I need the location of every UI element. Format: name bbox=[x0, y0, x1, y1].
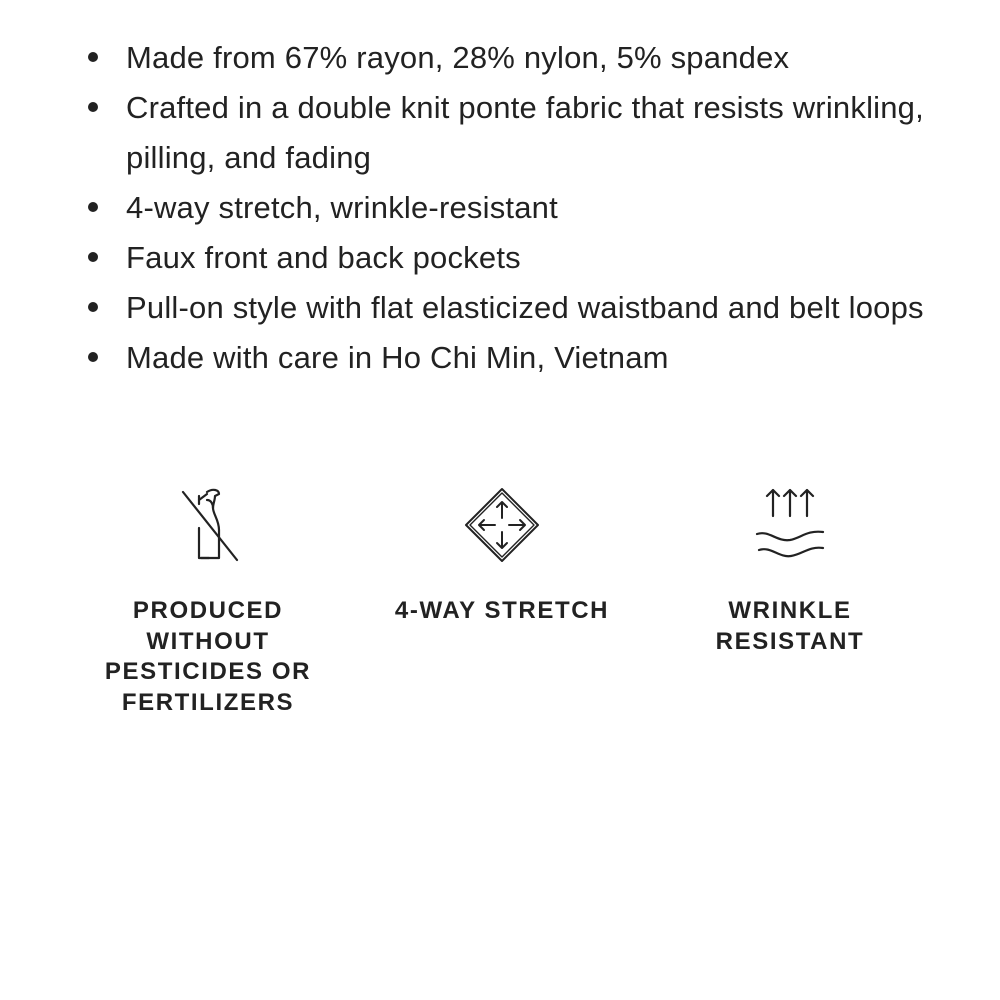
four-way-arrows-icon bbox=[457, 480, 547, 570]
list-item bbox=[86, 33, 966, 83]
badge-wrinkle-resistant bbox=[670, 480, 910, 657]
list-item bbox=[86, 83, 966, 183]
feature-text: Crafted in a double knit ponte fabric that resists wrinkling, pilling, and fading bbox=[126, 90, 924, 175]
bullet-icon bbox=[88, 102, 98, 112]
wrinkle-resistant-icon bbox=[745, 480, 835, 570]
list-item bbox=[86, 233, 966, 283]
feature-text: Made with care in Ho Chi Min, Vietnam bbox=[126, 340, 669, 375]
bullet-icon bbox=[88, 302, 98, 312]
feature-text: 4-way stretch, wrinkle-resistant bbox=[126, 190, 558, 225]
no-spray-bottle-icon bbox=[163, 480, 253, 570]
feature-text: Made from 67% rayon, 28% nylon, 5% spandex bbox=[126, 40, 790, 75]
bullet-icon bbox=[88, 252, 98, 262]
badge-no-pesticides bbox=[88, 480, 328, 718]
bullet-icon bbox=[88, 52, 98, 62]
list-item bbox=[86, 183, 966, 233]
list-item bbox=[86, 333, 966, 383]
badge-label: WRINKLE RESISTANT bbox=[715, 597, 865, 655]
bullet-icon bbox=[88, 352, 98, 362]
list-item bbox=[86, 283, 966, 333]
feature-list bbox=[86, 33, 966, 383]
feature-badges bbox=[0, 480, 1000, 740]
badge-four-way-stretch bbox=[382, 480, 622, 627]
bullet-icon bbox=[88, 202, 98, 212]
feature-text: Faux front and back pockets bbox=[126, 240, 521, 275]
feature-text: Pull-on style with flat elasticized waistband and belt loops bbox=[126, 290, 924, 325]
badge-label: PRODUCED WITHOUT PESTICIDES OR FERTILIZERS bbox=[104, 597, 312, 716]
badge-label: 4-WAY STRETCH bbox=[394, 597, 610, 624]
